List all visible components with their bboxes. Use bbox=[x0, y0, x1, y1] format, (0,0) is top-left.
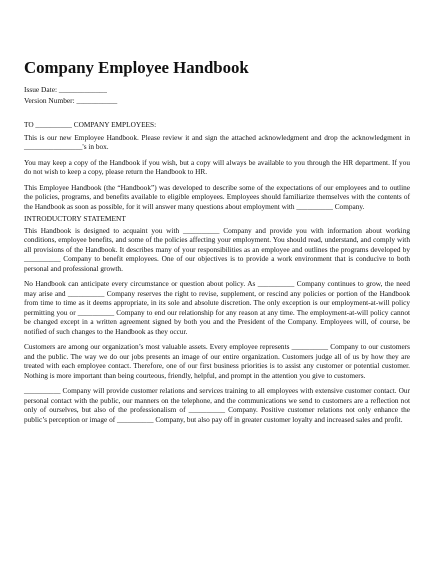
document-title: Company Employee Handbook bbox=[24, 58, 249, 77]
spacer bbox=[24, 106, 410, 120]
version-number: Version Number: ___________ bbox=[24, 96, 118, 105]
issue-date: Issue Date: _____________ bbox=[24, 85, 107, 94]
paragraph-customer-relations: __________ Company will provide customer relations and services training to all employees with extensive customer contact. Our personal contact with the public, our manners on the telephone, and the communications we send to customers are a reflection not only of ourselves, but also of the professionalism of __________ Company. Positive customer relations not only enhance the public’s perception or image of __________ Company, but also pay off in greater customer loyalty and increased sales and profit. bbox=[24, 386, 410, 424]
paragraph-acknowledgment: This is our new Employee Handbook. Please review it and sign the attached acknowledgment and drop the acknowledgment in ________________'s in box. bbox=[24, 132, 410, 151]
paragraph-copy: You may keep a copy of the Handbook if you wish, but a copy will always be available to you through the HR department. If you do not wish to keep a copy, please return the Handbook to HR. bbox=[24, 157, 410, 176]
salutation: TO __________ COMPANY EMPLOYEES: bbox=[24, 120, 157, 129]
paragraph-purpose: This Employee Handbook (the “Handbook”) was developed to describe some of the expectations of our employees and to outline the policies, programs, and benefits available to eligible employees. Employees should familiarize themselves with the contents of the Handbook as soon as possible, for it will answer many questions about employment with __________ Company. bbox=[24, 182, 410, 211]
paragraph-customers: Customers are among our organization’s most valuable assets. Every employee represents __________ Company to our customers and the public. The way we do our jobs presents an image of our entire organization. Customers judge all of us by how they are treated with each employee contact. Therefore, one of our first business priorities is to assist any customer or potential customer. Nothing is more important than being courteous, friendly, helpful, and prompt in the attention you give to customers. bbox=[24, 342, 410, 380]
section-heading: INTRODUCTORY STATEMENT bbox=[24, 214, 126, 223]
paragraph-intro: This Handbook is designed to acquaint you with __________ Company and provide you with information about working conditions, employee benefits, and some of the policies affecting your employment. You should read, understand, and comply with all provisions of the Handbook. It describes many of your responsibilities as an employee and outlines the programs developed by __________ Company to benefit employees. One of our objectives is to provide a work environment that is conducive to both personal and professional growth. bbox=[24, 225, 410, 273]
paragraph-policy-changes: No Handbook can anticipate every circumstance or question about policy. As __________ Company continues to grow, the need may arise and __________ Company reserves the right to revise, supplement, or rescind any policies or portion of the Handbook from time to time as it deems appropriate, in its sole and absolute discretion. The only exception is our employment-at-will policy permitting you or __________ Company to end our relationship for any reason at any time. The employment-at-will policy cannot be changed except in a written agreement signed by both you and the President of the Company. Employees will, of course, be notified of such changes to the Handbook as they occur. bbox=[24, 279, 410, 336]
document-meta bbox=[24, 84, 410, 106]
